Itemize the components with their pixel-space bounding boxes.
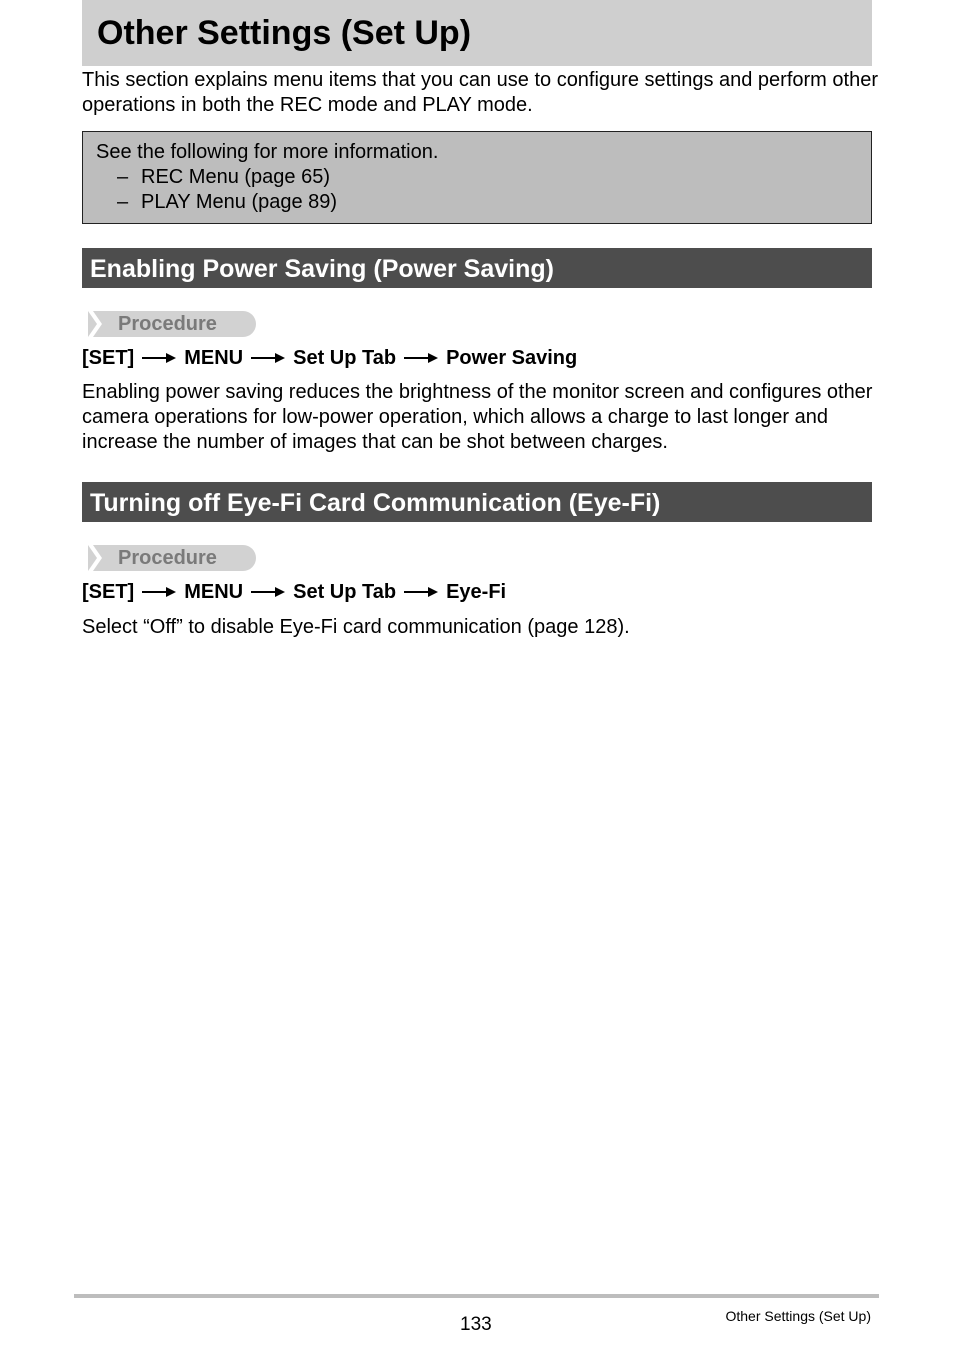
note-item-text: PLAY Menu (page 89) (141, 191, 338, 213)
procedure-chevron-icon (82, 545, 112, 571)
menu-path (82, 580, 506, 604)
section-header-eye-fi (82, 482, 872, 522)
intro-paragraph: This section explains menu items that you can use to configure settings and perform other operations in both the REC mode and PLAY mode. (82, 69, 878, 116)
path-step-menu: MENU (184, 347, 244, 369)
footer-divider (74, 1294, 879, 1298)
section-title: Enabling Power Saving (Power Saving) (90, 255, 554, 283)
procedure-tag (82, 545, 256, 571)
menu-path (82, 346, 577, 370)
section-header-power-saving (82, 248, 872, 288)
procedure-tag (82, 311, 256, 337)
procedure-label: Procedure (118, 547, 217, 569)
note-item-rec-menu[interactable] (83, 165, 337, 190)
arrow-right-icon (404, 352, 438, 364)
dash-bullet: – (117, 191, 129, 213)
dash-bullet: – (117, 166, 129, 188)
info-note-box (82, 131, 872, 224)
arrow-right-icon (251, 352, 285, 364)
arrow-right-icon (251, 586, 285, 598)
procedure-label: Procedure (118, 313, 217, 335)
section-title: Turning off Eye-Fi Card Communication (Eye-Fi) (90, 489, 661, 517)
path-step-set: [SET] (82, 347, 135, 369)
note-list (83, 165, 337, 215)
path-step-power-saving: Power Saving (446, 347, 578, 369)
path-step-menu: MENU (184, 581, 244, 603)
arrow-right-icon (142, 586, 176, 598)
section-body: Enabling power saving reduces the brightness of the monitor screen and configures other camera operations for low-power operation, which allows a charge to last longer and increase the number of images that can be shot between charges. (82, 381, 873, 453)
path-step-setup-tab: Set Up Tab (293, 581, 397, 603)
path-step-set: [SET] (82, 581, 135, 603)
procedure-chevron-icon (82, 311, 112, 337)
note-lead: See the following for more information. (96, 141, 439, 163)
path-step-setup-tab: Set Up Tab (293, 347, 397, 369)
page-number: 133 (460, 1314, 492, 1335)
page-title-bar (82, 0, 872, 66)
page-title: Other Settings (Set Up) (97, 14, 472, 52)
arrow-right-icon (404, 586, 438, 598)
arrow-right-icon (142, 352, 176, 364)
note-item-text: REC Menu (page 65) (141, 166, 330, 188)
section-body: Select “Off” to disable Eye-Fi card communication (page 128). (82, 616, 630, 638)
footer-section-label: Other Settings (Set Up) (725, 1308, 871, 1324)
path-step-eye-fi: Eye-Fi (446, 581, 507, 603)
note-item-play-menu[interactable] (83, 190, 337, 215)
